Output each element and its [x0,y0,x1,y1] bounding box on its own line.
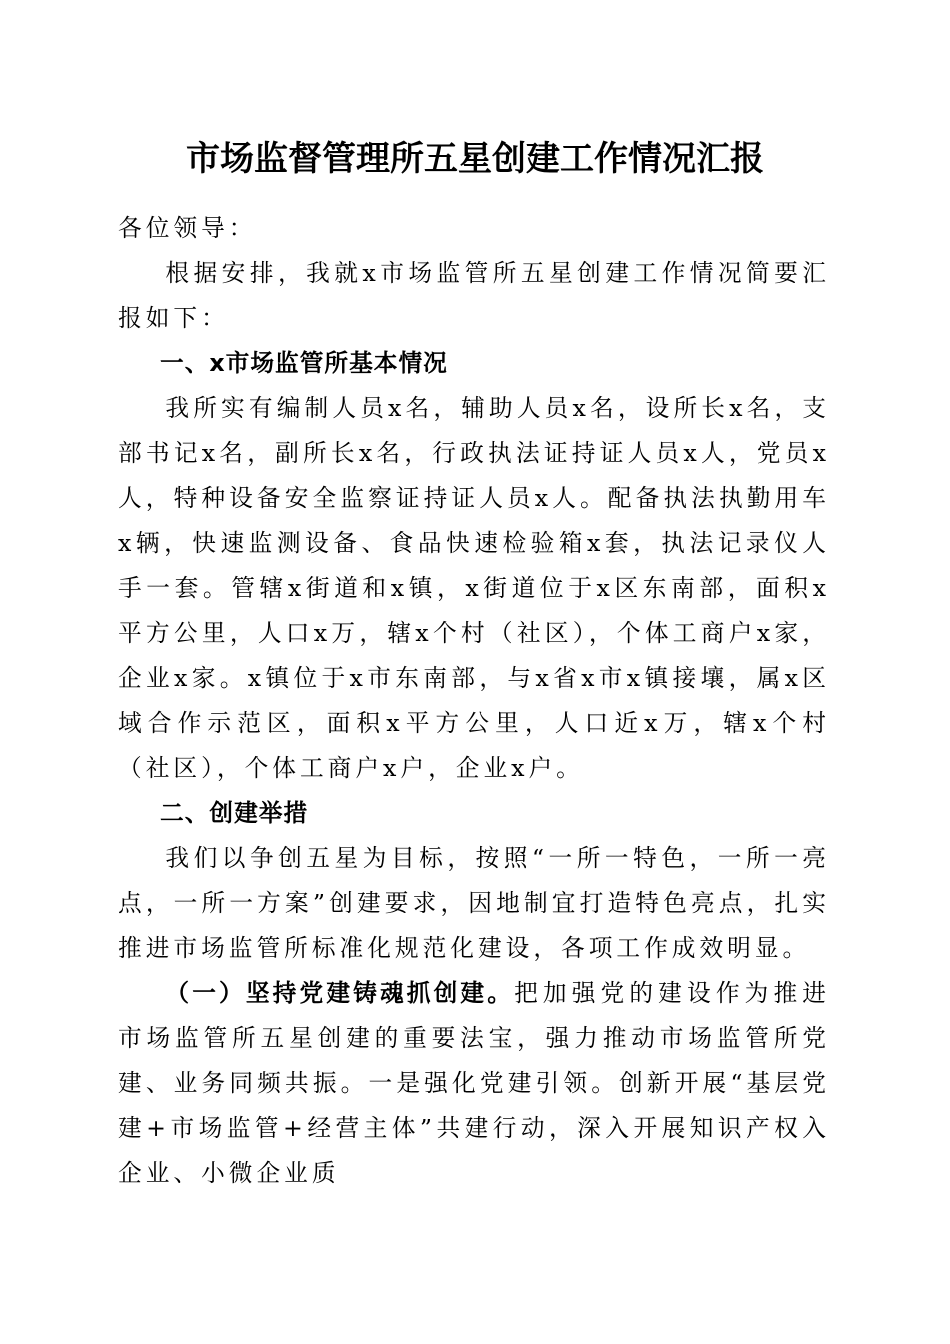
document-body [118,206,830,1196]
subsection-heading-party-building: （一）坚持党建铸魂抓创建。 [165,979,515,1007]
intro-paragraph: 根据安排，我就x市场监管所五星创建工作情况简要汇报如下： [118,259,830,332]
salutation: 各位领导： [118,214,257,242]
document-title: 市场监督管理所五星创建工作情况汇报 [186,139,764,179]
party-building-text: 把加强党的建设作为推进市场监管所五星创建的重要法宝，强力推动市场监管所党建、业务同频共振。一是强化党建引领。创新开展“基层党建+市场监管+经营主体”共建行动，深入开展知识产权入企业、小微企业质 [118,979,830,1187]
section-heading-basic-info: 一、x市场监管所基本情况 [160,349,448,377]
basic-info-paragraph: 我所实有编制人员x名，辅助人员x名，设所长x名，支部书记x名，副所长x名，行政执法证持证人员x人，党员x人，特种设备安全监察证持证人员x人。配备执法执勤用车x辆，快速监测设备、食品快速检验箱x套，执法记录仪人手一套。管辖x街道和x镇，x街道位于x区东南部，面积x平方公里，人口x万，辖x个村（社区），个体工商户x家，企业x家。x镇位于x市东南部，与x省x市x镇接壤，属x区域合作示范区，面积x平方公里，人口近x万，辖x个村（社区），个体工商户x户，企业x户。 [118,394,830,782]
section-heading-measures: 二、创建举措 [160,799,309,827]
measures-paragraph: 我们以争创五星为目标，按照“一所一特色，一所一亮点，一所一方案”创建要求，因地制宜打造特色亮点，扎实推进市场监管所标准化规范化建设，各项工作成效明显。 [118,844,830,962]
party-building-paragraph [118,971,830,1196]
